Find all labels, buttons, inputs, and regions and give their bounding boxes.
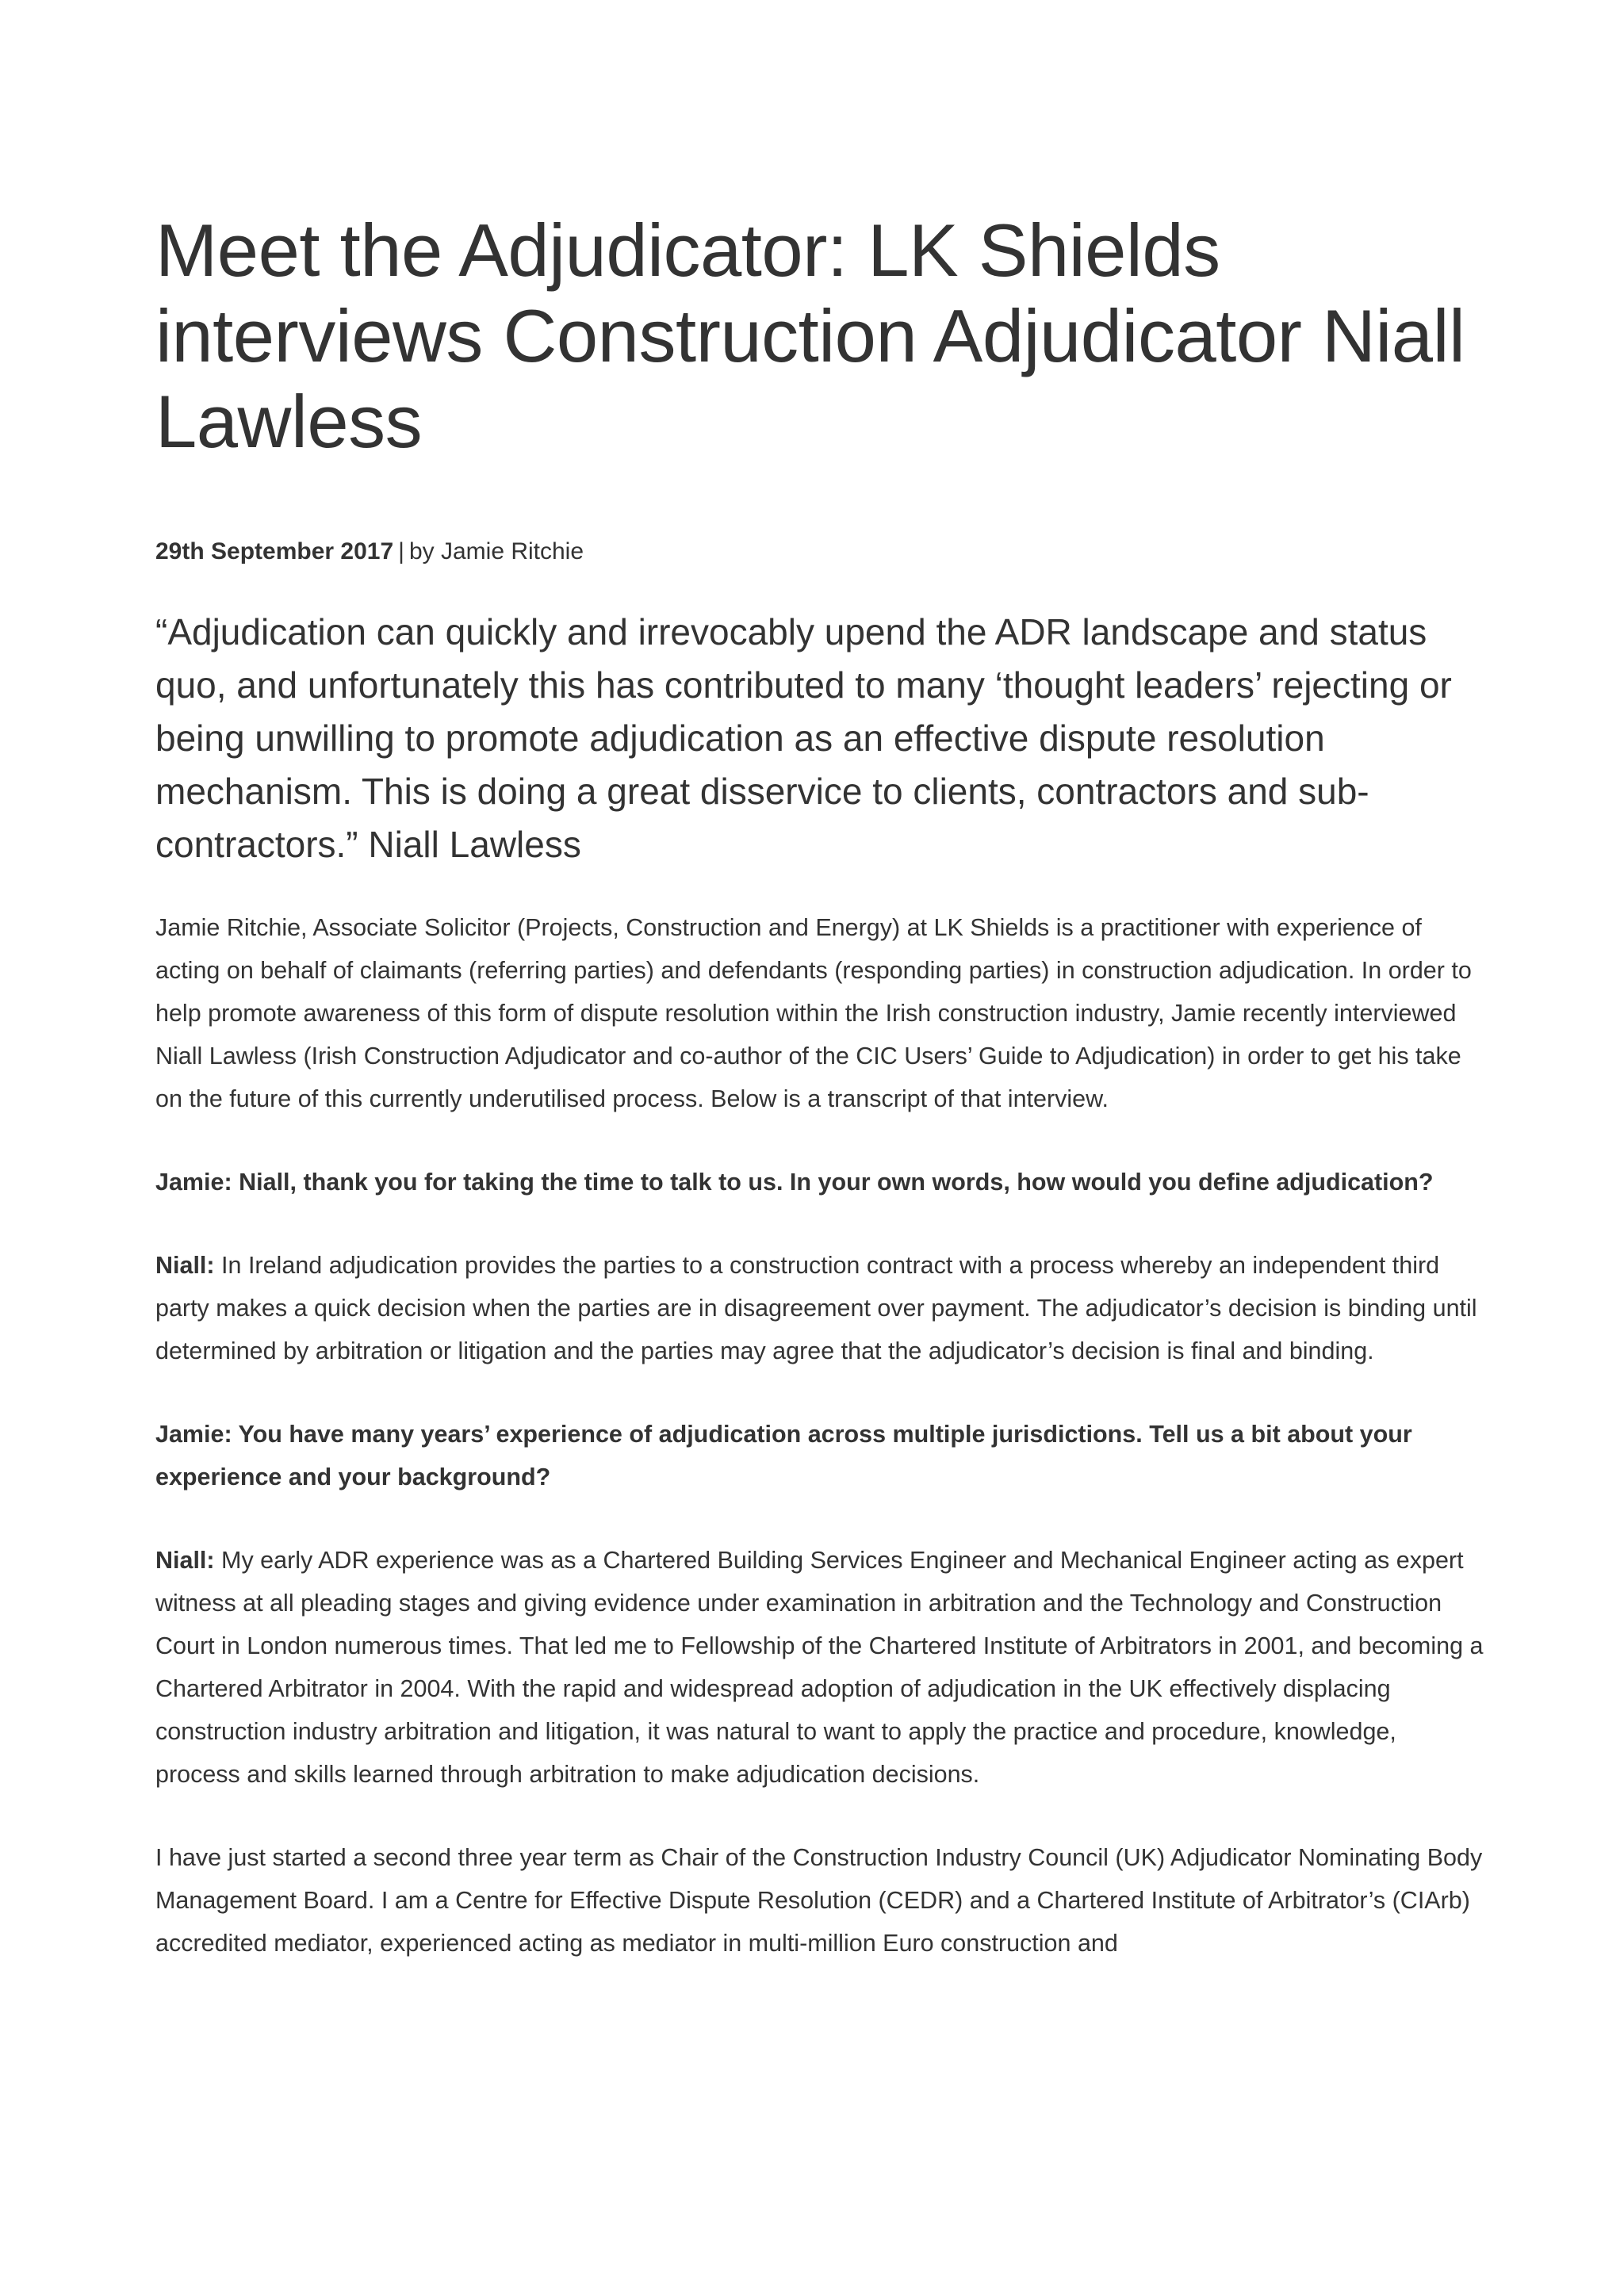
intro-paragraph: Jamie Ritchie, Associate Solicitor (Projects, Construction and Energy) at LK Shields is a practitioner with experience of acting on behalf of claimants (referring parties) and defendants (responding parties) in construction adjudication. In order to help promote awareness of this form of dispute resolution within the Irish construction industry, Jamie recently interviewed Niall Lawless (Irish Construction Adjudicator and co-author of the CIC Users’ Guide to Adjudication) in order to get his take on the future of this currently underutilised process. Below is a transcript of that interview.: [155, 914, 1472, 1112]
article-title: Meet the Adjudicator: LK Shields interviews Construction Adjudicator Niall Lawless: [155, 209, 1465, 463]
pull-quote: “Adjudication can quickly and irrevocably upend the ADR landscape and status quo, and unfortunately this has contributed to many ‘thought leaders’ rejecting or being unwilling to promote adjudication as an effective dispute resolution mechanism. This is doing a great disservice to clients, contractors and sub-contractors.” Niall Lawless: [155, 611, 1452, 865]
publish-date: 29th September 2017: [155, 538, 394, 564]
byline: by Jamie Ritchie: [408, 538, 584, 564]
interview-question-1: Jamie: Niall, thank you for taking the time to talk to us. In your own words, how would you define adjudication?: [155, 1169, 1434, 1196]
article: [155, 208, 1488, 1965]
answer-paragraph-continued: I have just started a second three year term as Chair of the Construction Industry Council (UK) Adjudicator Nominating Body Management Board. I am a Centre for Effective Dispute Resolution (CEDR) and a Chartered Institute of Arbitrator’s (CIArb) accredited mediator, experienced acting as mediator in multi-million Euro construction and: [155, 1844, 1483, 1957]
interview-answer-2: [155, 1539, 1488, 1796]
answer-speaker: Niall:: [155, 1252, 215, 1279]
answer-text: In Ireland adjudication provides the parties to a construction contract with a process whereby an independent third party makes a quick decision when the parties are in disagreement over payment. The adjudicator’s decision is binding until determined by arbitration or litigation and the parties may agree that the adjudicator’s decision is final and binding.: [155, 1252, 1477, 1364]
article-meta: [155, 536, 1488, 568]
answer-text: My early ADR experience was as a Chartered Building Services Engineer and Mechanical Engineer acting as expert witness at all pleading stages and giving evidence under examination in arbitration and the Technology and Construction Court in London numerous times. That led me to Fellowship of the Chartered Institute of Arbitrators in 2001, and becoming a Chartered Arbitrator in 2004. With the rapid and widespread adoption of adjudication in the UK effectively displacing construction industry arbitration and litigation, it was natural to want to apply the practice and procedure, knowledge, process and skills learned through arbitration to make adjudication decisions.: [155, 1547, 1484, 1788]
meta-separator: |: [398, 538, 404, 564]
answer-speaker: Niall:: [155, 1547, 215, 1574]
interview-question-2: Jamie: You have many years’ experience of adjudication across multiple jurisdictions. Tell us a bit about your experience and your background?: [155, 1421, 1412, 1490]
interview-answer-1: [155, 1244, 1488, 1372]
